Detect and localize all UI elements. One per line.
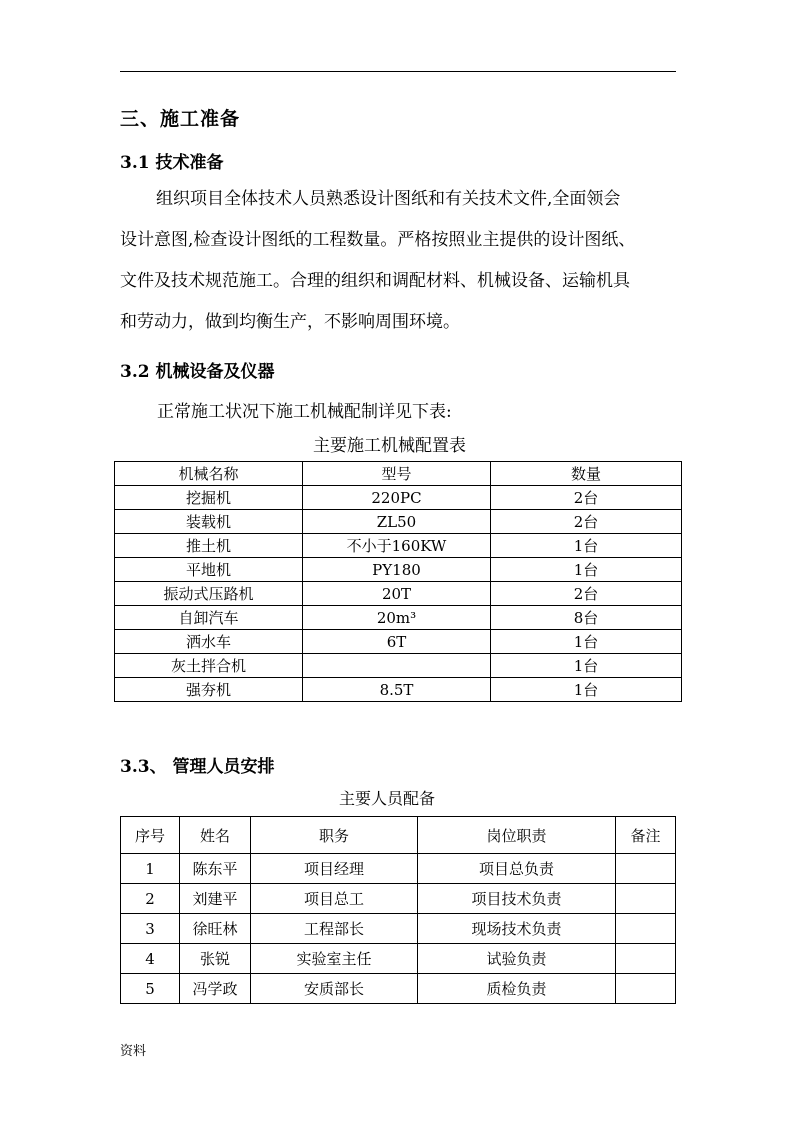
table-header-row xyxy=(121,817,676,854)
quantity-cell: 1台 xyxy=(491,678,682,702)
quantity-cell: 2台 xyxy=(491,486,682,510)
duty-cell: 试验负责 xyxy=(418,944,616,974)
column-header: 序号 xyxy=(121,817,180,854)
machinery-table-caption: 主要施工机械配置表 xyxy=(313,436,466,456)
quantity-cell: 1台 xyxy=(491,654,682,678)
table-row xyxy=(121,974,676,1004)
index-cell: 2 xyxy=(121,884,180,914)
machinery-table xyxy=(114,461,682,702)
column-header: 岗位职责 xyxy=(418,817,616,854)
paragraph-technical-prep xyxy=(120,179,680,343)
position-cell: 安质部长 xyxy=(251,974,418,1004)
heading-3-2: 3.2 机械设备及仪器 xyxy=(120,362,275,382)
header-rule xyxy=(120,71,676,72)
position-cell: 项目总工 xyxy=(251,884,418,914)
column-header: 型号 xyxy=(303,462,491,486)
position-cell: 工程部长 xyxy=(251,914,418,944)
quantity-cell: 2台 xyxy=(491,510,682,534)
section-title: 三、施工准备 xyxy=(120,108,241,130)
heading-3-3: 3.3、 管理人员安排 xyxy=(120,757,275,777)
position-cell: 项目经理 xyxy=(251,854,418,884)
table-row xyxy=(115,606,682,630)
heading-3-1: 3.1 技术准备 xyxy=(120,153,224,173)
machine-name-cell: 自卸汽车 xyxy=(115,606,303,630)
model-cell: PY180 xyxy=(303,558,491,582)
footer-label: 资料 xyxy=(120,1044,147,1059)
model-cell: 220PC xyxy=(303,486,491,510)
personnel-table-caption: 主要人员配备 xyxy=(339,789,436,808)
machine-name-cell: 平地机 xyxy=(115,558,303,582)
quantity-cell: 1台 xyxy=(491,630,682,654)
table-header-row xyxy=(115,462,682,486)
machine-name-cell: 振动式压路机 xyxy=(115,582,303,606)
column-header: 职务 xyxy=(251,817,418,854)
column-header: 数量 xyxy=(491,462,682,486)
model-cell: 不小于160KW xyxy=(303,534,491,558)
index-cell: 5 xyxy=(121,974,180,1004)
table-row xyxy=(115,630,682,654)
paragraph-line: 组织项目全体技术人员熟悉设计图纸和有关技术文件,全面领会 xyxy=(156,189,621,209)
index-cell: 3 xyxy=(121,914,180,944)
table-row xyxy=(121,944,676,974)
table-row xyxy=(115,534,682,558)
machine-name-cell: 洒水车 xyxy=(115,630,303,654)
model-cell: 20m³ xyxy=(303,606,491,630)
name-cell: 陈东平 xyxy=(180,854,251,884)
table-row xyxy=(115,678,682,702)
duty-cell: 项目技术负责 xyxy=(418,884,616,914)
index-cell: 1 xyxy=(121,854,180,884)
machine-name-cell: 挖掘机 xyxy=(115,486,303,510)
quantity-cell: 1台 xyxy=(491,534,682,558)
quantity-cell: 2台 xyxy=(491,582,682,606)
model-cell: 20T xyxy=(303,582,491,606)
table-row xyxy=(115,654,682,678)
column-header: 姓名 xyxy=(180,817,251,854)
duty-cell: 项目总负责 xyxy=(418,854,616,884)
quantity-cell: 8台 xyxy=(491,606,682,630)
table-row xyxy=(115,486,682,510)
name-cell: 冯学政 xyxy=(180,974,251,1004)
index-cell: 4 xyxy=(121,944,180,974)
remark-cell xyxy=(616,944,676,974)
model-cell xyxy=(303,654,491,678)
table-row xyxy=(121,884,676,914)
duty-cell: 现场技术负责 xyxy=(418,914,616,944)
table-row xyxy=(115,558,682,582)
paragraph-line: 设计意图,检查设计图纸的工程数量。严格按照业主提供的设计图纸、 xyxy=(120,230,636,250)
model-cell: 6T xyxy=(303,630,491,654)
table-row xyxy=(115,582,682,606)
quantity-cell: 1台 xyxy=(491,558,682,582)
name-cell: 徐旺林 xyxy=(180,914,251,944)
machine-name-cell: 强夯机 xyxy=(115,678,303,702)
column-header: 机械名称 xyxy=(115,462,303,486)
name-cell: 张锐 xyxy=(180,944,251,974)
machinery-intro: 正常施工状况下施工机械配制详见下表: xyxy=(157,402,452,422)
column-header: 备注 xyxy=(616,817,676,854)
remark-cell xyxy=(616,884,676,914)
model-cell: 8.5T xyxy=(303,678,491,702)
table-row xyxy=(115,510,682,534)
remark-cell xyxy=(616,974,676,1004)
table-row xyxy=(121,914,676,944)
table-row xyxy=(121,854,676,884)
machine-name-cell: 装载机 xyxy=(115,510,303,534)
duty-cell: 质检负责 xyxy=(418,974,616,1004)
paragraph-line: 和劳动力，做到均衡生产，不影响周围环境。 xyxy=(120,312,460,332)
machine-name-cell: 灰土拌合机 xyxy=(115,654,303,678)
machine-name-cell: 推土机 xyxy=(115,534,303,558)
remark-cell xyxy=(616,914,676,944)
model-cell: ZL50 xyxy=(303,510,491,534)
paragraph-line: 文件及技术规范施工。合理的组织和调配材料、机械设备、运输机具 xyxy=(120,271,630,291)
name-cell: 刘建平 xyxy=(180,884,251,914)
position-cell: 实验室主任 xyxy=(251,944,418,974)
personnel-table xyxy=(120,816,676,1004)
remark-cell xyxy=(616,854,676,884)
